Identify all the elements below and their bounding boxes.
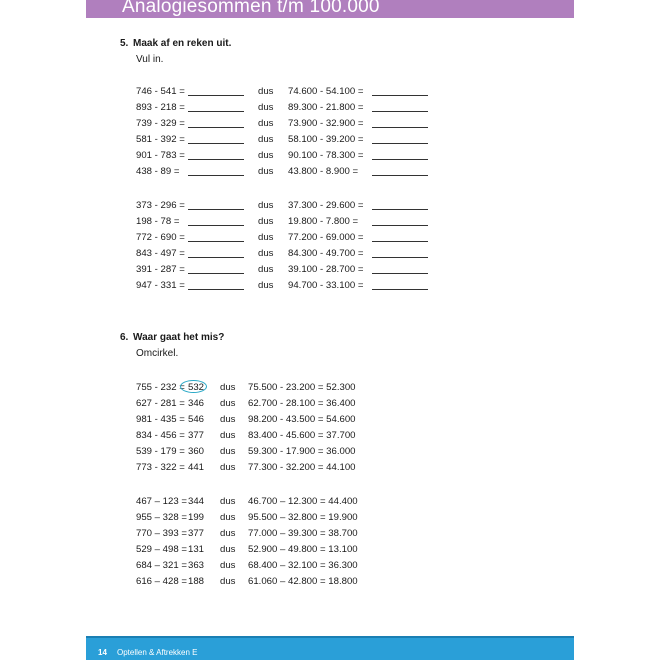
book-title: Optellen & Aftrekken E xyxy=(117,648,198,657)
q6-right-equation[interactable]: 52.900 – 49.800 = 13.100 xyxy=(248,544,358,555)
q5-right-answer-blank[interactable] xyxy=(372,264,428,274)
q6-right-equation[interactable]: 77.000 – 39.300 = 38.700 xyxy=(248,528,358,539)
q5-dus: dus xyxy=(258,102,274,113)
q6-dus: dus xyxy=(220,430,236,441)
q5-right-sum: 90.100 - 78.300 = xyxy=(288,150,364,161)
q6-dus: dus xyxy=(220,398,236,409)
q5-dus: dus xyxy=(258,118,274,129)
q6-left-sum: 955 – 328 = xyxy=(136,512,187,523)
q6-left-answer[interactable]: 546 xyxy=(188,414,205,425)
q5-left-sum: 746 - 541 = xyxy=(136,86,185,97)
q6-left-answer[interactable]: 188 xyxy=(188,576,205,587)
q5-right-answer-blank[interactable] xyxy=(372,134,428,144)
q5-left-sum: 438 - 89 = xyxy=(136,166,180,177)
q5-right-answer-blank[interactable] xyxy=(372,166,428,176)
question-6-title xyxy=(120,332,224,343)
q5-left-sum: 391 - 287 = xyxy=(136,264,185,275)
q6-right-equation[interactable]: 68.400 – 32.100 = 36.300 xyxy=(248,560,358,571)
q5-right-answer-blank[interactable] xyxy=(372,150,428,160)
question-6-instruction: Omcirkel. xyxy=(136,348,179,359)
q5-right-answer-blank[interactable] xyxy=(372,280,428,290)
q6-left-sum: 981 - 435 = xyxy=(136,414,185,425)
q6-left-answer[interactable]: 360 xyxy=(188,446,205,457)
q6-left-sum: 770 – 393 = xyxy=(136,528,187,539)
q5-left-answer-blank[interactable] xyxy=(188,86,244,96)
question-5-text: Maak af en reken uit. xyxy=(133,38,232,49)
q5-dus: dus xyxy=(258,166,274,177)
q5-left-sum: 947 - 331 = xyxy=(136,280,185,291)
q6-dus: dus xyxy=(220,382,236,393)
q5-dus: dus xyxy=(258,248,274,259)
q6-dus: dus xyxy=(220,462,236,473)
q5-right-sum: 39.100 - 28.700 = xyxy=(288,264,364,275)
q6-left-answer[interactable]: 344 xyxy=(188,496,205,507)
q5-left-sum: 893 - 218 = xyxy=(136,102,185,113)
q5-right-answer-blank[interactable] xyxy=(372,200,428,210)
q5-left-answer-blank[interactable] xyxy=(188,134,244,144)
q5-left-answer-blank[interactable] xyxy=(188,280,244,290)
q6-left-sum: 755 - 232 = xyxy=(136,382,185,393)
q5-left-answer-blank[interactable] xyxy=(188,166,244,176)
q6-right-equation[interactable]: 77.300 - 32.200 = 44.100 xyxy=(248,462,356,473)
q6-right-equation[interactable]: 46.700 – 12.300 = 44.400 xyxy=(248,496,358,507)
q5-dus: dus xyxy=(258,232,274,243)
q6-right-equation[interactable]: 98.200 - 43.500 = 54.600 xyxy=(248,414,356,425)
q6-left-answer[interactable]: 377 xyxy=(188,430,205,441)
q5-left-sum: 739 - 329 = xyxy=(136,118,185,129)
q6-right-equation[interactable]: 61.060 – 42.800 = 18.800 xyxy=(248,576,358,587)
q6-dus: dus xyxy=(220,576,236,587)
q6-left-answer[interactable]: 346 xyxy=(188,398,205,409)
q5-right-answer-blank[interactable] xyxy=(372,232,428,242)
q6-dus: dus xyxy=(220,446,236,457)
q6-left-sum: 627 - 281 = xyxy=(136,398,185,409)
q5-right-sum: 77.200 - 69.000 = xyxy=(288,232,364,243)
q6-dus: dus xyxy=(220,560,236,571)
q6-right-equation[interactable]: 95.500 – 32.800 = 19.900 xyxy=(248,512,358,523)
q6-left-answer[interactable]: 199 xyxy=(188,512,205,523)
q6-dus: dus xyxy=(220,496,236,507)
q5-right-sum: 37.300 - 29.600 = xyxy=(288,200,364,211)
q5-dus: dus xyxy=(258,280,274,291)
worksheet-page xyxy=(86,0,574,660)
q6-left-answer[interactable]: 532 xyxy=(188,382,205,393)
answer-circle-mark xyxy=(180,380,207,393)
q5-left-answer-blank[interactable] xyxy=(188,102,244,112)
q5-dus: dus xyxy=(258,86,274,97)
q5-left-sum: 373 - 296 = xyxy=(136,200,185,211)
q5-right-answer-blank[interactable] xyxy=(372,216,428,226)
q5-right-answer-blank[interactable] xyxy=(372,118,428,128)
q5-right-sum: 74.600 - 54.100 = xyxy=(288,86,364,97)
q6-left-sum: 616 – 428 = xyxy=(136,576,187,587)
page-number: 14 xyxy=(98,648,107,657)
q6-left-answer[interactable]: 131 xyxy=(188,544,205,555)
question-6-number: 6. xyxy=(120,332,129,343)
q5-right-answer-blank[interactable] xyxy=(372,248,428,258)
q5-dus: dus xyxy=(258,216,274,227)
q5-right-sum: 94.700 - 33.100 = xyxy=(288,280,364,291)
q6-right-equation[interactable]: 75.500 - 23.200 = 52.300 xyxy=(248,382,356,393)
q5-left-answer-blank[interactable] xyxy=(188,264,244,274)
q6-left-answer[interactable]: 363 xyxy=(188,560,205,571)
q5-left-answer-blank[interactable] xyxy=(188,150,244,160)
q5-right-sum: 58.100 - 39.200 = xyxy=(288,134,364,145)
q5-left-answer-blank[interactable] xyxy=(188,232,244,242)
q6-left-sum: 539 - 179 = xyxy=(136,446,185,457)
q5-left-sum: 581 - 392 = xyxy=(136,134,185,145)
q5-right-sum: 84.300 - 49.700 = xyxy=(288,248,364,259)
q5-dus: dus xyxy=(258,134,274,145)
q6-left-answer[interactable]: 377 xyxy=(188,528,205,539)
q6-left-sum: 684 – 321 = xyxy=(136,560,187,571)
q6-dus: dus xyxy=(220,512,236,523)
question-5-instruction: Vul in. xyxy=(136,54,164,65)
q5-right-sum: 19.800 - 7.800 = xyxy=(288,216,359,227)
q6-dus: dus xyxy=(220,528,236,539)
q5-left-sum: 901 - 783 = xyxy=(136,150,185,161)
q6-left-sum: 529 – 498 = xyxy=(136,544,187,555)
q6-right-equation[interactable]: 62.700 - 28.100 = 36.400 xyxy=(248,398,356,409)
page-title: Analogiesommen t/m 100.000 xyxy=(122,0,380,17)
question-6-text: Waar gaat het mis? xyxy=(133,332,225,343)
q5-right-answer-blank[interactable] xyxy=(372,86,428,96)
q5-right-answer-blank[interactable] xyxy=(372,102,428,112)
q6-right-equation[interactable]: 83.400 - 45.600 = 37.700 xyxy=(248,430,356,441)
q6-right-equation[interactable]: 59.300 - 17.900 = 36.000 xyxy=(248,446,356,457)
question-5-title xyxy=(120,38,231,49)
q5-right-sum: 43.800 - 8.900 = xyxy=(288,166,359,177)
q6-left-sum: 773 - 322 = xyxy=(136,462,185,473)
q5-right-sum: 73.900 - 32.900 = xyxy=(288,118,364,129)
q5-left-sum: 198 - 78 = xyxy=(136,216,180,227)
q5-left-answer-blank[interactable] xyxy=(188,118,244,128)
q5-dus: dus xyxy=(258,264,274,275)
q5-dus: dus xyxy=(258,200,274,211)
q5-left-sum: 772 - 690 = xyxy=(136,232,185,243)
q6-left-sum: 834 - 456 = xyxy=(136,430,185,441)
q6-left-sum: 467 – 123 = xyxy=(136,496,187,507)
question-5-number: 5. xyxy=(120,38,129,49)
q5-left-answer-blank[interactable] xyxy=(188,216,244,226)
q5-left-answer-blank[interactable] xyxy=(188,248,244,258)
q5-dus: dus xyxy=(258,150,274,161)
page-header xyxy=(86,0,574,18)
q5-left-sum: 843 - 497 = xyxy=(136,248,185,259)
q5-left-answer-blank[interactable] xyxy=(188,200,244,210)
q6-dus: dus xyxy=(220,414,236,425)
footer-divider xyxy=(86,636,574,638)
q5-right-sum: 89.300 - 21.800 = xyxy=(288,102,364,113)
q6-dus: dus xyxy=(220,544,236,555)
q6-left-answer[interactable]: 441 xyxy=(188,462,205,473)
